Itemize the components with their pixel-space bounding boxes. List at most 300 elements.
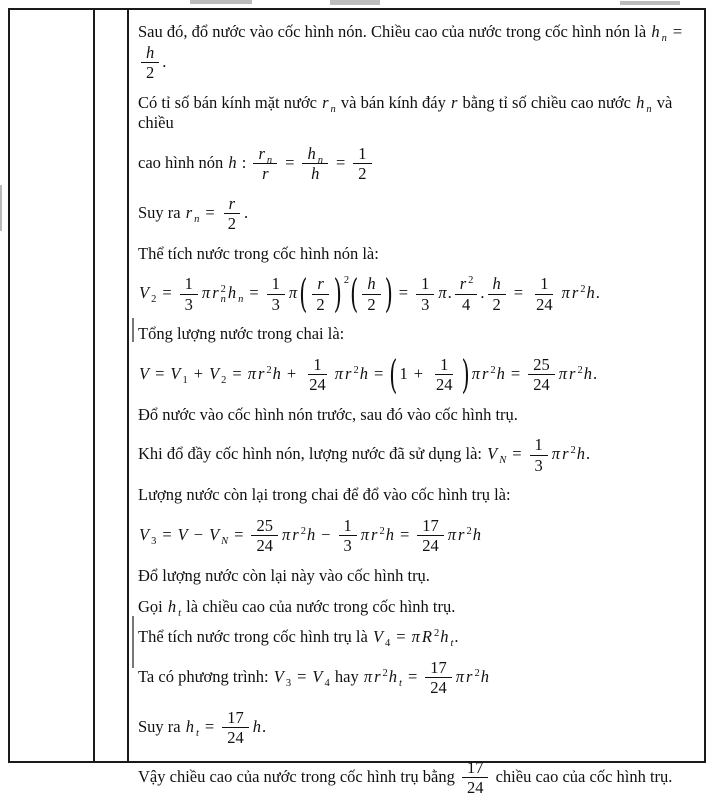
math-fraction: [222, 708, 249, 748]
math-number: 1: [534, 435, 543, 455]
math-superscript: 2: [266, 364, 272, 376]
math-var: π: [201, 283, 211, 303]
paren-inner: [398, 354, 460, 395]
math-operator: =: [373, 363, 384, 383]
fraction-numerator: [224, 194, 240, 214]
fraction-numerator: [435, 355, 453, 375]
math-var: V: [177, 524, 188, 544]
math-var: r: [322, 92, 329, 112]
math-subscript: n: [330, 103, 336, 115]
math-subscript: 4: [324, 677, 330, 689]
fraction-numerator: [308, 355, 326, 375]
math-var: V: [312, 666, 323, 686]
math-subscript: 3: [151, 535, 157, 547]
math-superscript: 2: [382, 667, 388, 679]
fraction-denominator: [530, 456, 548, 475]
math-var: h: [185, 716, 194, 736]
math-var: r: [258, 143, 265, 163]
math-var: h: [359, 363, 368, 383]
math-operator: =: [205, 202, 215, 222]
math-number: 1: [399, 363, 408, 383]
math-var: h: [480, 666, 489, 686]
math-fraction: [253, 144, 277, 184]
math-var: V: [209, 363, 220, 383]
text-run: Có tỉ số bán kính mặt nước: [138, 92, 322, 112]
fraction-denominator: [416, 295, 434, 314]
math-operator: =: [297, 666, 307, 686]
math-subscript: N: [221, 535, 229, 547]
math-superscript: 2: [468, 275, 474, 287]
solution-line: [138, 352, 696, 397]
math-superscript: 2: [490, 364, 496, 376]
math-var: r: [185, 202, 193, 222]
math-var: π: [288, 283, 298, 303]
math-subscript: N: [499, 455, 507, 467]
math-fraction: [304, 355, 331, 395]
text-run: .: [592, 363, 598, 383]
math-superscript: 2: [466, 525, 472, 537]
math-superscript: 2: [580, 284, 586, 296]
text-run: cao hình nón: [138, 152, 228, 172]
scan-artifact: [190, 0, 252, 4]
math-supsub: [221, 285, 226, 306]
math-number: 1: [184, 274, 193, 294]
math-var: h: [388, 666, 398, 686]
solution-line: [138, 405, 696, 426]
fraction-numerator: [417, 516, 444, 536]
fraction-numerator: [222, 708, 249, 728]
math-var: r: [374, 666, 381, 686]
math-var: h: [146, 42, 155, 62]
math-operator: +: [413, 363, 424, 383]
text-run: .: [243, 202, 249, 222]
math-number: 2: [316, 294, 325, 314]
math-var: r: [345, 363, 352, 383]
text-run: Suy ra: [138, 202, 185, 222]
math-subscript: t: [399, 677, 402, 689]
math-number: 24: [422, 536, 439, 556]
solution-line: [138, 627, 696, 648]
fraction-numerator: [353, 144, 371, 164]
fraction-denominator: [425, 678, 452, 697]
fraction-denominator: [431, 375, 458, 394]
math-var: r: [450, 92, 458, 112]
math-operator: +: [286, 363, 297, 383]
math-number: 2: [367, 294, 376, 314]
fraction-denominator: [257, 164, 273, 183]
text-run: Suy ra: [138, 716, 185, 736]
math-fraction: [417, 516, 444, 556]
math-var: r: [228, 193, 236, 213]
fraction-numerator: [362, 274, 380, 294]
fraction-numerator: [528, 355, 555, 375]
text-run: Vậy chiều cao của nước trong cốc hình trụ bằng: [138, 766, 459, 786]
math-var: h: [227, 283, 237, 303]
close-paren: ): [461, 352, 470, 397]
math-superscript: 2: [577, 364, 583, 376]
math-var: r: [262, 164, 269, 184]
fraction-numerator: [253, 144, 277, 164]
math-var: V: [273, 666, 284, 686]
fraction-denominator: [457, 295, 475, 314]
math-subscript: n: [266, 154, 273, 166]
math-number: 1: [343, 516, 352, 535]
math-var: h: [576, 444, 585, 464]
math-var: π: [281, 524, 291, 544]
math-number: 17: [227, 707, 244, 727]
solution-table: [8, 8, 706, 798]
fraction-numerator: [267, 274, 285, 294]
math-number: 3: [184, 294, 193, 314]
fraction-denominator: [417, 536, 444, 555]
math-operator: =: [162, 283, 172, 303]
fraction-denominator: [353, 164, 371, 183]
math-number: 24: [533, 375, 550, 395]
math-superscript: 2: [220, 283, 226, 295]
math-subscript: n: [317, 154, 323, 166]
text-run: là chiều cao của nước trong cốc hình trụ.: [182, 596, 456, 616]
math-var: h: [228, 152, 237, 172]
math-superscript: 2: [474, 667, 480, 679]
math-var: π: [447, 524, 457, 544]
math-fraction: [362, 274, 380, 314]
math-number: 2: [358, 164, 367, 184]
math-superscript: 2: [433, 628, 440, 640]
scan-artifact: [0, 185, 2, 231]
fraction-denominator: [531, 295, 558, 314]
fraction-numerator: [425, 658, 452, 678]
math-fraction: [311, 274, 329, 314]
solution-line: [138, 244, 696, 265]
math-var: r: [571, 283, 579, 303]
math-subscript: t: [196, 727, 199, 739]
math-var: π: [561, 283, 570, 303]
math-var: r: [458, 524, 465, 544]
math-var: r: [562, 444, 569, 464]
math-number: 2: [146, 63, 155, 83]
solution-line: [138, 324, 696, 345]
math-var: π: [471, 363, 480, 383]
text-run: Đổ lượng nước còn lại này vào cốc hình trụ.: [138, 565, 430, 585]
math-operator: =: [162, 524, 172, 544]
math-fraction: [431, 355, 458, 395]
math-fraction: [416, 274, 434, 314]
text-run: Sau đó, đổ nước vào cốc hình nón. Chiều cao của nước trong cốc hình nón là: [138, 22, 651, 41]
math-var: h: [306, 524, 316, 544]
fraction-numerator: [530, 435, 548, 455]
math-var: h: [307, 143, 316, 163]
solution-line: [138, 708, 696, 748]
solution-line: [138, 435, 696, 475]
math-operator: −: [321, 524, 331, 544]
solution-line: [138, 485, 696, 506]
math-operator: =: [285, 152, 295, 172]
fraction-denominator: [251, 536, 278, 555]
math-subscript: n: [646, 103, 652, 115]
math-subscript: t: [450, 638, 454, 650]
text-run: Khi đổ đầy cốc hình nón, lượng nước đã sử dụng là:: [138, 444, 487, 464]
math-var: π: [360, 524, 370, 544]
text-run: .: [162, 51, 167, 71]
math-var: h: [496, 363, 505, 383]
math-number: 24: [466, 778, 484, 798]
math-fraction: [528, 355, 555, 395]
text-run: .: [261, 716, 267, 736]
solution-line: [138, 22, 696, 83]
math-subscript: 3: [285, 677, 292, 689]
math-operator: +: [193, 363, 204, 383]
fraction-denominator: [222, 728, 249, 747]
math-var: π: [551, 444, 561, 464]
math-var: r: [212, 283, 219, 303]
math-operator: =: [232, 363, 242, 383]
math-var: h: [583, 363, 592, 383]
math-number: 3: [271, 294, 280, 314]
math-var: π: [438, 283, 447, 303]
math-var: h: [651, 22, 660, 41]
math-subscript: n: [661, 33, 667, 44]
text-run: và bán kính đáy: [336, 92, 450, 112]
math-number: 25: [533, 354, 550, 374]
table-cell-left: [10, 10, 95, 761]
math-number: 25: [256, 516, 273, 535]
math-var: r: [482, 363, 489, 383]
math-fraction: [531, 274, 558, 314]
text-run: Lượng nước còn lại trong chai để đổ vào cốc hình trụ là:: [138, 485, 511, 505]
math-superscript: 2: [353, 364, 359, 376]
math-var: V: [170, 363, 181, 383]
math-operator: =: [204, 716, 215, 736]
math-number: 17: [466, 757, 484, 777]
math-number: 3: [421, 294, 430, 314]
solution-line: [138, 566, 696, 587]
math-operator: =: [672, 22, 683, 41]
text-run: Tổng lượng nước trong chai là:: [138, 324, 345, 344]
fraction-numerator: [302, 144, 328, 164]
math-fraction: [425, 658, 452, 698]
math-number: 1: [440, 354, 449, 374]
math-subscript: 4: [385, 638, 391, 650]
math-subscript: 2: [151, 294, 157, 306]
close-paren: ): [333, 271, 342, 317]
math-fraction: [488, 274, 506, 314]
text-run: .: [585, 444, 591, 464]
scan-artifact: [620, 1, 680, 5]
text-run: .: [454, 627, 459, 647]
fraction-numerator: [141, 43, 159, 63]
math-subscript: 1: [182, 374, 188, 386]
math-fraction: [339, 516, 357, 556]
text-run: Ta có phương trình:: [138, 666, 273, 686]
text-run: Gọi: [138, 596, 167, 616]
math-number: 24: [430, 678, 447, 698]
math-number: 24: [436, 375, 453, 395]
math-superscript: 2: [379, 525, 385, 537]
math-var: π: [247, 363, 256, 383]
math-operator: =: [399, 524, 410, 544]
solution-line: [138, 758, 696, 798]
math-var: V: [209, 524, 220, 544]
math-number: 3: [343, 536, 352, 556]
math-number: 1: [271, 274, 280, 294]
math-number: 4: [461, 294, 471, 314]
math-number: 24: [536, 294, 553, 314]
math-number: 24: [227, 728, 244, 748]
solution-line: [138, 516, 696, 556]
paren-inner: [359, 274, 383, 314]
fraction-numerator: [462, 758, 489, 778]
math-var: r: [569, 363, 576, 383]
math-fraction: [267, 274, 285, 314]
math-fraction: [530, 435, 548, 475]
math-fraction: [251, 516, 278, 556]
text-run: .: [447, 283, 452, 303]
fraction-denominator: [267, 295, 285, 314]
fraction-numerator: [455, 274, 478, 294]
solution-line: [138, 271, 696, 317]
text-run: :: [237, 152, 251, 172]
math-var: r: [466, 666, 473, 686]
math-operator: =: [249, 283, 259, 303]
math-fraction: [141, 43, 159, 83]
solution-line: [138, 597, 696, 618]
fraction-denominator: [362, 295, 380, 314]
math-fraction: [180, 274, 198, 314]
math-var: π: [455, 666, 465, 686]
math-subscript: n: [220, 294, 226, 306]
math-var: π: [558, 363, 568, 383]
text-run: .: [480, 283, 485, 303]
math-operator: =: [407, 666, 418, 686]
math-var: π: [363, 666, 373, 686]
text-run: chiều cao của cốc hình trụ.: [491, 766, 673, 786]
text-run: hay: [330, 666, 363, 686]
math-number: 17: [422, 516, 439, 535]
math-var: h: [167, 596, 177, 616]
fraction-numerator: [488, 274, 506, 294]
math-var: h: [272, 363, 281, 383]
scan-artifact: [330, 0, 380, 5]
math-subscript: n: [238, 294, 244, 306]
math-operator: =: [234, 524, 244, 544]
solution-line: [138, 93, 696, 134]
open-paren: (: [299, 271, 308, 317]
math-operator: =: [510, 363, 521, 383]
math-number: 1: [313, 354, 322, 374]
solution-content-cell: [129, 10, 704, 798]
math-superscript: 2: [343, 275, 350, 287]
text-run: Đổ nước vào cốc hình nón trước, sau đó vào cốc hình trụ.: [138, 404, 518, 424]
text-run: .: [595, 283, 600, 303]
fraction-denominator: [141, 63, 159, 82]
math-operator: =: [398, 283, 409, 303]
fraction-numerator: [251, 516, 278, 536]
fraction-numerator: [416, 274, 434, 294]
open-paren: (: [350, 271, 359, 317]
math-var: r: [371, 524, 378, 544]
math-var: V: [139, 524, 150, 544]
math-var: h: [311, 164, 320, 184]
math-subscript: n: [194, 213, 200, 225]
fraction-denominator: [462, 778, 489, 797]
math-operator: =: [512, 444, 522, 464]
math-var: h: [472, 524, 481, 544]
fraction-numerator: [339, 516, 357, 536]
solution-line: [138, 658, 696, 698]
math-superscript: 2: [570, 445, 576, 457]
math-var: V: [139, 283, 150, 303]
math-number: 24: [309, 375, 326, 395]
fraction-numerator: [535, 274, 553, 294]
math-var: h: [385, 524, 394, 544]
math-number: 17: [430, 657, 447, 677]
math-number: 3: [534, 455, 543, 475]
math-operator: =: [155, 363, 165, 383]
fraction-denominator: [311, 295, 329, 314]
math-var: h: [586, 283, 595, 303]
fraction-denominator: [488, 295, 506, 314]
math-var: V: [372, 627, 384, 647]
text-run: bằng tỉ số chiều cao nước: [458, 92, 636, 112]
math-var: h: [252, 716, 261, 736]
math-var: h: [367, 274, 376, 294]
fraction-denominator: [223, 214, 241, 233]
open-paren: (: [389, 352, 398, 397]
fraction-denominator: [528, 375, 555, 394]
math-fraction: [462, 758, 489, 798]
fraction-numerator: [180, 274, 198, 294]
fraction-denominator: [180, 295, 198, 314]
math-var: r: [317, 274, 324, 294]
math-var: π: [334, 363, 344, 383]
math-fraction: [353, 144, 371, 184]
close-paren: ): [384, 271, 393, 317]
math-operator: =: [513, 283, 524, 303]
math-var: R: [421, 627, 432, 647]
math-number: 2: [227, 214, 236, 234]
fraction-denominator: [339, 536, 357, 555]
text-run: Thể tích nước trong cốc hình nón là:: [138, 243, 379, 263]
paragraph-container: [138, 22, 696, 798]
math-operator: =: [335, 152, 346, 172]
solution-line: [138, 194, 696, 234]
math-operator: −: [193, 524, 204, 544]
math-var: h: [636, 92, 645, 112]
text-run: và chiều: [138, 92, 677, 133]
fraction-numerator: [312, 274, 328, 294]
math-superscript: 2: [300, 525, 306, 537]
math-number: 2: [492, 294, 501, 314]
math-number: 1: [421, 274, 430, 294]
math-var: h: [492, 274, 501, 294]
paren-inner: [308, 274, 332, 314]
math-var: V: [139, 363, 150, 383]
math-subscript: 2: [221, 374, 227, 386]
math-fraction: [455, 274, 478, 314]
math-var: r: [292, 524, 299, 544]
math-fraction: [223, 194, 241, 234]
math-number: 1: [540, 274, 549, 294]
text-run: Thể tích nước trong cốc hình trụ là: [138, 627, 372, 647]
math-var: h: [440, 627, 449, 647]
math-number: 24: [256, 536, 273, 556]
math-var: r: [258, 363, 265, 383]
math-var: π: [411, 627, 420, 647]
math-fraction: [302, 144, 328, 184]
table-cell-middle: [95, 10, 129, 761]
math-var: r: [459, 274, 467, 294]
solution-line: [138, 144, 696, 184]
